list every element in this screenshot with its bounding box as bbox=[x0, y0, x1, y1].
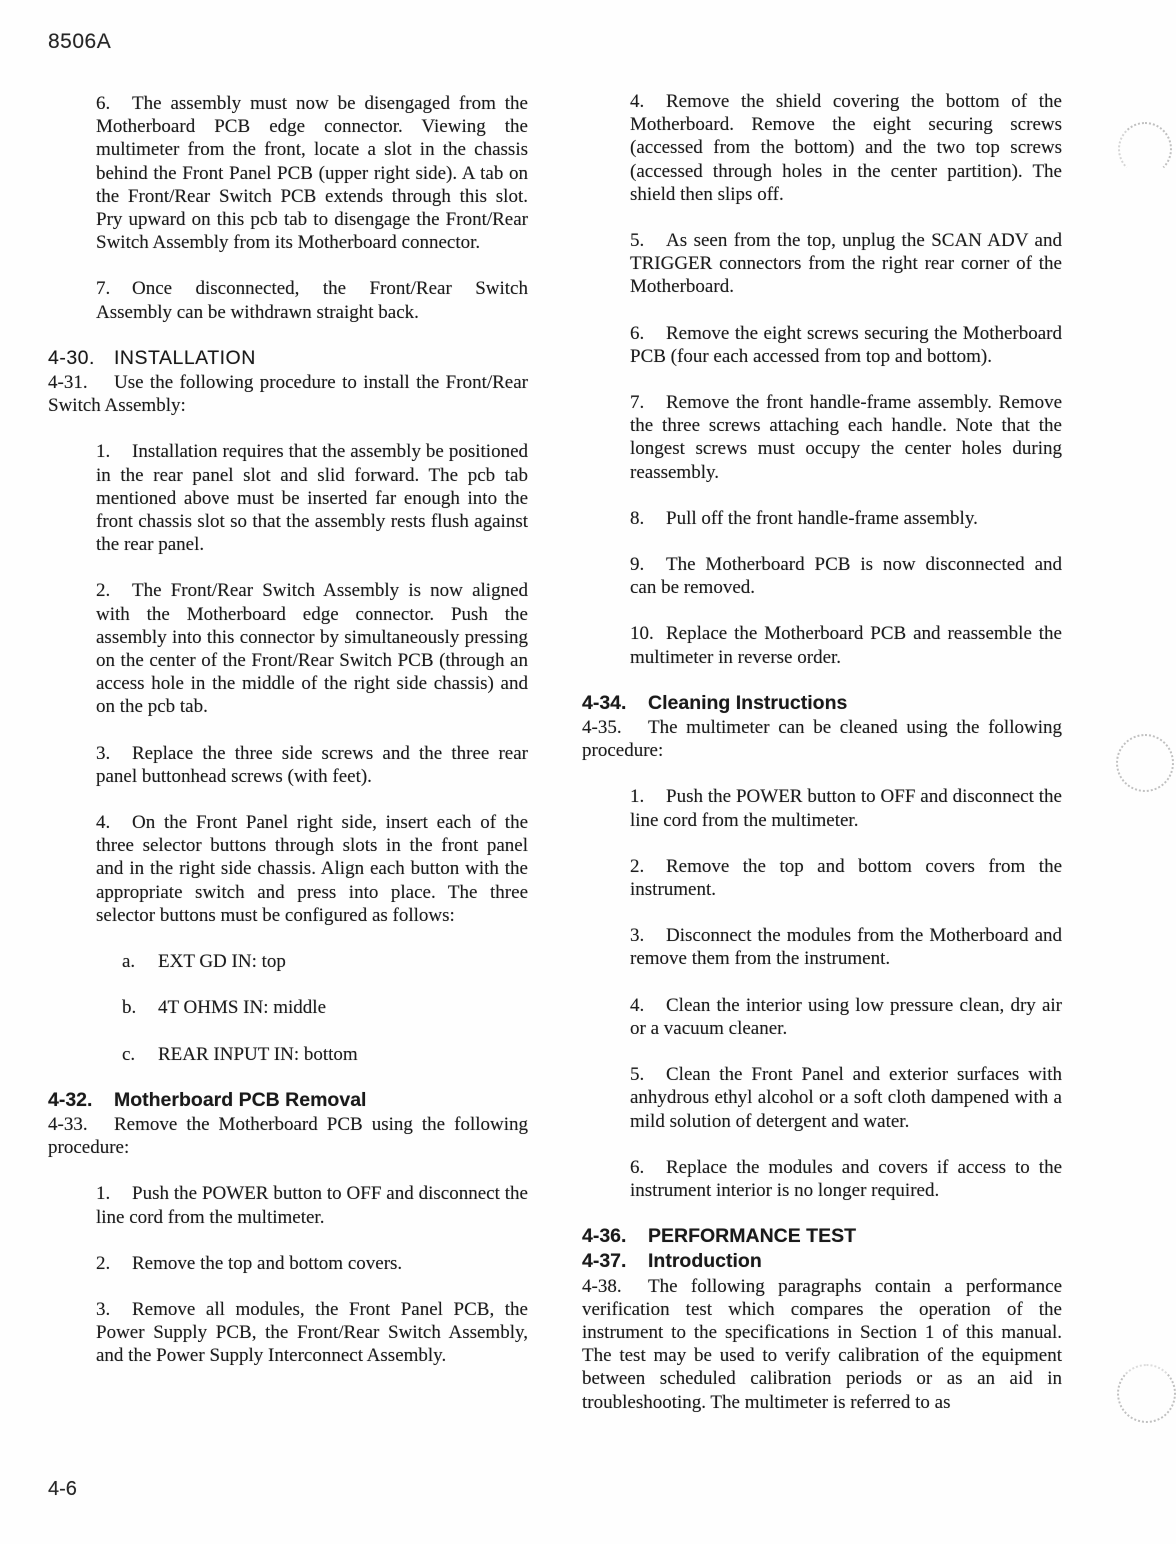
text-content: Push the POWER button to OFF and disconnect the line cord from the multimeter. bbox=[96, 1183, 528, 1228]
step-number: 3. bbox=[630, 925, 645, 947]
text-content: Remove the eight screws securing the Motherboard PCB (four each accessed from top and bottom). bbox=[630, 322, 1062, 367]
step-number: 1. bbox=[96, 1183, 111, 1205]
text-content: Disconnect the modules from the Motherboard and remove them from the instrument. bbox=[630, 925, 1062, 970]
document-model-number: 8506A bbox=[48, 30, 112, 53]
text-content: As seen from the top, unplug the SCAN ADV and TRIGGER connectors from the right rear corner of the Motherboard. bbox=[630, 230, 1062, 298]
lettered-subitem bbox=[122, 996, 528, 1019]
numbered-step bbox=[630, 322, 1062, 368]
step-number: 6. bbox=[630, 322, 645, 344]
text-content: Remove the Motherboard PCB using the following procedure: bbox=[48, 1113, 528, 1159]
text-content: INSTALLATION bbox=[114, 346, 256, 369]
text-content: PERFORMANCE TEST bbox=[648, 1225, 857, 1248]
text-content: The Motherboard PCB is now disconnected and can be removed. bbox=[630, 554, 1062, 599]
paragraph-number: 4-36. bbox=[582, 1225, 627, 1248]
step-number: 5. bbox=[630, 1064, 645, 1086]
numbered-step bbox=[96, 579, 528, 718]
text-content: The assembly must now be disengaged from the Motherboard PCB edge connector. Viewing the multimeter from the front, locate a slot in the chassis behind the Front Panel PCB (upper right side). A tab on the Front/Rear Switch PCB extends through this slot. Pry upward on this pcb tab to disengage the Front/Rear Switch Assembly from its Motherboard connector. bbox=[96, 93, 528, 254]
numbered-step bbox=[96, 1298, 528, 1368]
numbered-step bbox=[630, 553, 1062, 599]
numbered-step bbox=[96, 742, 528, 788]
right-text-column bbox=[582, 90, 1062, 1414]
paragraph-number: 4-37. bbox=[582, 1250, 627, 1273]
section-paragraph bbox=[582, 716, 1062, 762]
text-content: Once disconnected, the Front/Rear Switch Assembly can be withdrawn straight back. bbox=[96, 278, 528, 323]
numbered-step bbox=[630, 1063, 1062, 1133]
numbered-step bbox=[630, 90, 1062, 206]
paragraph-number: 4-35. bbox=[582, 717, 622, 739]
numbered-step bbox=[630, 507, 1062, 530]
step-number: a. bbox=[122, 951, 136, 973]
step-number: 4. bbox=[96, 812, 111, 834]
numbered-step bbox=[630, 994, 1062, 1040]
step-number: 1. bbox=[630, 786, 645, 808]
punch-hole-mark bbox=[1116, 734, 1174, 792]
step-number: 9. bbox=[630, 554, 645, 576]
numbered-step bbox=[96, 92, 528, 254]
section-paragraph bbox=[48, 371, 528, 417]
numbered-step bbox=[630, 622, 1062, 668]
punch-hole-mark bbox=[1118, 122, 1172, 176]
numbered-step bbox=[96, 440, 528, 556]
text-content: EXT GD IN: top bbox=[158, 951, 286, 973]
numbered-step bbox=[630, 229, 1062, 299]
numbered-step bbox=[630, 855, 1062, 901]
step-number: b. bbox=[122, 997, 137, 1019]
text-content: Clean the Front Panel and exterior surfaces with anhydrous ethyl alcohol or a soft cloth dampened with a mild solution of detergent and water. bbox=[630, 1064, 1062, 1132]
step-number: 2. bbox=[96, 1252, 111, 1274]
text-content: On the Front Panel right side, insert each of the three selector buttons through slots in the front panel and in the right side chassis. Align each button with the appropriate switch and press into place. The three selector buttons must be configured as follows: bbox=[96, 812, 528, 926]
section-heading bbox=[582, 692, 1062, 715]
paragraph-number: 4-34. bbox=[582, 691, 627, 714]
step-number: 4. bbox=[630, 91, 645, 112]
text-content: The multimeter can be cleaned using the following procedure: bbox=[582, 717, 1062, 762]
numbered-step bbox=[96, 811, 528, 927]
lettered-subitem bbox=[122, 950, 528, 973]
step-number: 6. bbox=[96, 93, 111, 114]
text-content: Motherboard PCB Removal bbox=[114, 1088, 367, 1111]
step-number: 1. bbox=[96, 441, 111, 463]
text-content: Remove all modules, the Front Panel PCB, the Power Supply PCB, the Front/Rear Switch Assembly, and the Power Supply Interconnect Assembly. bbox=[96, 1298, 528, 1367]
numbered-step bbox=[630, 924, 1062, 970]
section-heading bbox=[48, 347, 528, 370]
section-paragraph bbox=[48, 1113, 528, 1159]
paragraph-number: 4-33. bbox=[48, 1113, 88, 1135]
paragraph-number: 4-38. bbox=[582, 1275, 622, 1297]
step-number: 2. bbox=[96, 580, 111, 602]
step-number: 2. bbox=[630, 855, 645, 877]
text-content: Remove the top and bottom covers. bbox=[132, 1252, 403, 1274]
text-content: The Front/Rear Switch Assembly is now aligned with the Motherboard edge connector. Push the assembly into this connector by simultaneously pressing on the center of the Front/Rear Switch PCB (through an access hole in the middle of the right side chassis) and on the pcb tab. bbox=[96, 580, 528, 718]
text-content: Replace the modules and covers if access to the instrument interior is no longer required. bbox=[630, 1156, 1062, 1201]
text-content: Push the POWER button to OFF and disconnect the line cord from the multimeter. bbox=[630, 786, 1062, 831]
step-number: 8. bbox=[630, 507, 645, 529]
text-content: Remove the shield covering the bottom of the Motherboard. Remove the eight securing screws (accessed from the bottom) and the two top screws (accessed through holes in the center partition). The shield then slips off. bbox=[630, 91, 1062, 205]
text-content: Remove the front handle-frame assembly. Remove the three screws attaching each handle. Note that the longest screws must occupy the center holes during reassembly. bbox=[630, 392, 1062, 483]
numbered-step bbox=[96, 1252, 528, 1275]
step-number: c. bbox=[122, 1043, 136, 1065]
section-heading bbox=[582, 1250, 1062, 1273]
numbered-step bbox=[96, 277, 528, 323]
text-content: Replace the Motherboard PCB and reassemble the multimeter in reverse order. bbox=[630, 623, 1062, 668]
text-content: Use the following procedure to install the Front/Rear Switch Assembly: bbox=[48, 372, 528, 417]
text-content: The following paragraphs contain a performance verification test which compares the operation of the instrument to the specifications in Section 1 of this manual. The test may be used to verify calibration of the equipment between scheduled calibration periods or as an aid in troubleshooting. The multimeter is referred to as bbox=[582, 1275, 1062, 1413]
lettered-subitem bbox=[122, 1043, 528, 1066]
text-content: REAR INPUT IN: bottom bbox=[158, 1043, 358, 1065]
section-heading bbox=[582, 1225, 1062, 1248]
punch-hole-mark bbox=[1117, 1364, 1176, 1423]
section-paragraph bbox=[582, 1275, 1062, 1414]
left-text-column bbox=[48, 92, 528, 1368]
step-number: 5. bbox=[630, 230, 645, 252]
numbered-step bbox=[630, 785, 1062, 831]
step-number: 3. bbox=[96, 1298, 111, 1320]
text-content: Replace the three side screws and the three rear panel buttonhead screws (with feet). bbox=[96, 742, 528, 787]
text-content: Remove the top and bottom covers from the instrument. bbox=[630, 855, 1062, 901]
text-content: Pull off the front handle-frame assembly. bbox=[666, 507, 978, 529]
text-content: Introduction bbox=[648, 1250, 762, 1273]
page-number: 4-6 bbox=[48, 1478, 77, 1500]
step-number: 4. bbox=[630, 994, 645, 1016]
step-number: 7. bbox=[630, 392, 645, 414]
step-number: 7. bbox=[96, 278, 111, 300]
text-content: Installation requires that the assembly be positioned in the rear panel slot and slid forward. The pcb tab mentioned above must be inserted far enough into the front chassis slot so that the assembly rests flush against the rear panel. bbox=[96, 441, 528, 556]
text-content: Clean the interior using low pressure clean, dry air or a vacuum cleaner. bbox=[630, 994, 1062, 1039]
numbered-step bbox=[630, 1156, 1062, 1202]
numbered-step bbox=[96, 1182, 528, 1228]
step-number: 6. bbox=[630, 1156, 645, 1178]
paragraph-number: 4-30. bbox=[48, 346, 95, 369]
numbered-step bbox=[630, 391, 1062, 484]
step-number: 3. bbox=[96, 742, 111, 764]
step-number: 10. bbox=[630, 623, 654, 645]
paragraph-number: 4-32. bbox=[48, 1088, 93, 1111]
text-content: Cleaning Instructions bbox=[648, 691, 848, 714]
text-content: 4T OHMS IN: middle bbox=[158, 997, 327, 1019]
paragraph-number: 4-31. bbox=[48, 372, 88, 394]
section-heading bbox=[48, 1089, 528, 1112]
